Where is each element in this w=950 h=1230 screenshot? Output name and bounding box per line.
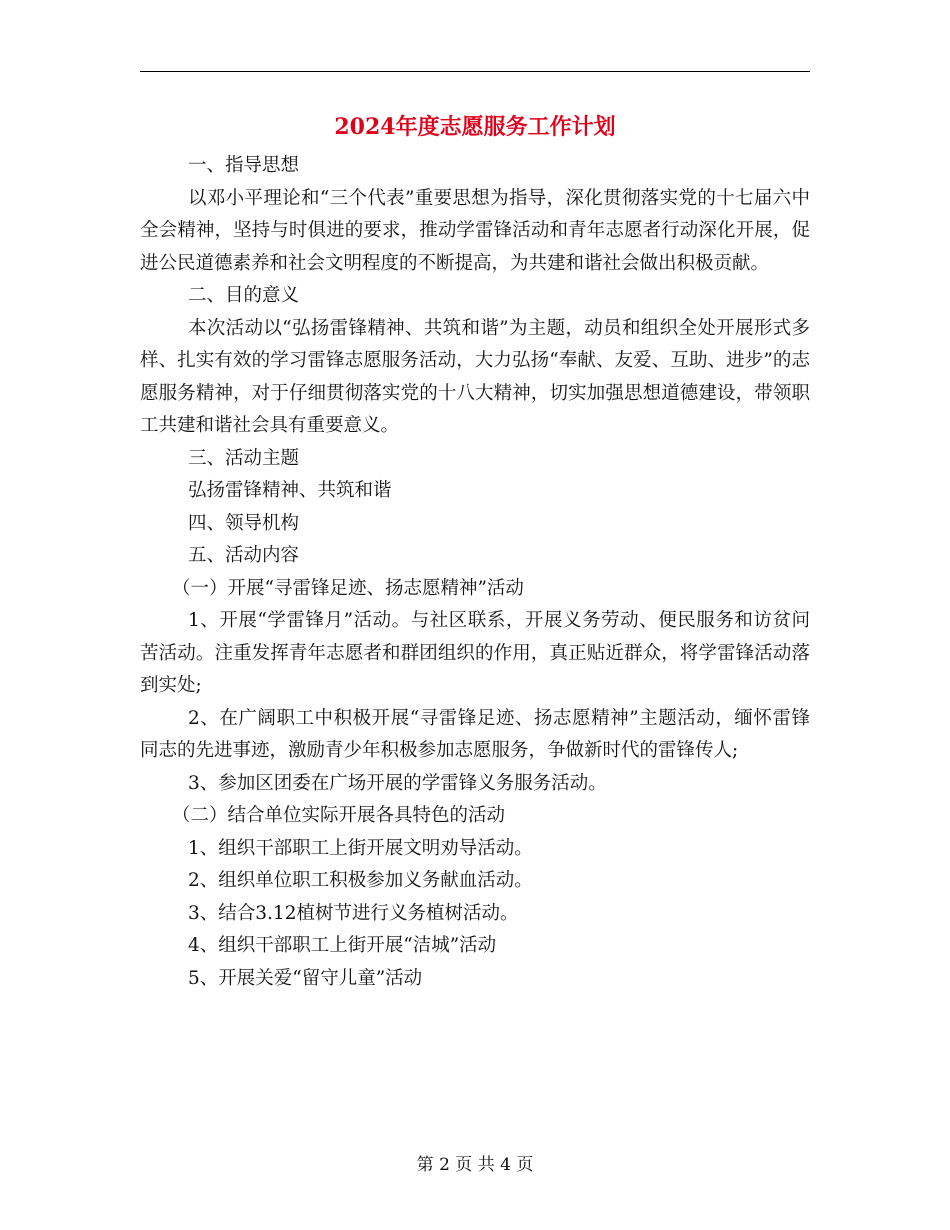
section-heading-guiding-ideology: 一、指导思想 bbox=[188, 155, 300, 176]
list-item: 3、结合3.12植树节进行义务植树活动。 bbox=[188, 902, 519, 924]
list-item: 4、组织干部职工上街开展“洁城”活动 bbox=[188, 935, 497, 956]
paragraph-guiding-ideology: 以邓小平理论和“三个代表”重要思想为指导，深化贯彻落实党的十七届六中全会精神，坚持与时俱进的要求，推动学雷锋活动和青年志愿者行动深化开展，促进公民道德素养和社会文明程度的不断提高，为共建和谐社会做出积极贡献。 bbox=[140, 187, 810, 274]
document-title: 2024年度志愿服务工作计划 bbox=[334, 114, 616, 140]
subsection-heading-2: （二）结合单位实际开展各具特色的活动 bbox=[172, 805, 506, 826]
document-body bbox=[140, 150, 810, 995]
paragraph-purpose: 本次活动以“弘扬雷锋精神、共筑和谐”为主题，动员和组织全处开展形式多样、扎实有效的学习雷锋志愿服务活动，大力弘扬“奉献、友爱、互助、进步”的志愿服务精神，对于仔细贯彻落实党的十八大精神，切实加强思想道德建设，带领职工共建和谐社会具有重要意义。 bbox=[140, 317, 810, 436]
section-heading-purpose: 二、目的意义 bbox=[188, 285, 300, 306]
list-item: 2、组织单位职工积极参加义务献血活动。 bbox=[188, 870, 533, 891]
page-number: 第 2 页 共 4 页 bbox=[416, 1155, 534, 1175]
section-heading-leadership: 四、领导机构 bbox=[188, 512, 300, 534]
header-rule bbox=[140, 71, 810, 72]
subsection-heading-1: （一）开展“寻雷锋足迹、扬志愿精神”活动 bbox=[172, 577, 524, 599]
section-heading-theme: 三、活动主题 bbox=[188, 447, 300, 469]
list-item: 3、参加区团委在广场开展的学雷锋义务服务活动。 bbox=[188, 772, 607, 794]
section-heading-content: 五、活动内容 bbox=[188, 545, 300, 566]
list-item: 1、组织干部职工上街开展文明劝导活动。 bbox=[188, 837, 533, 859]
list-item: 1、开展“学雷锋月”活动。与社区联系，开展义务劳动、便民服务和访贫问苦活动。注重发挥青年志愿者和群团组织的作用，真正贴近群众，将学雷锋活动落到实处; bbox=[140, 610, 810, 696]
list-item: 2、在广阔职工中积极开展“寻雷锋足迹、扬志愿精神”主题活动，缅怀雷锋同志的先进事迹，激励青少年积极参加志愿服务，争做新时代的雷锋传人; bbox=[140, 707, 810, 761]
paragraph-theme: 弘扬雷锋精神、共筑和谐 bbox=[188, 480, 392, 501]
list-item: 5、开展关爱“留守儿童”活动 bbox=[188, 967, 423, 989]
